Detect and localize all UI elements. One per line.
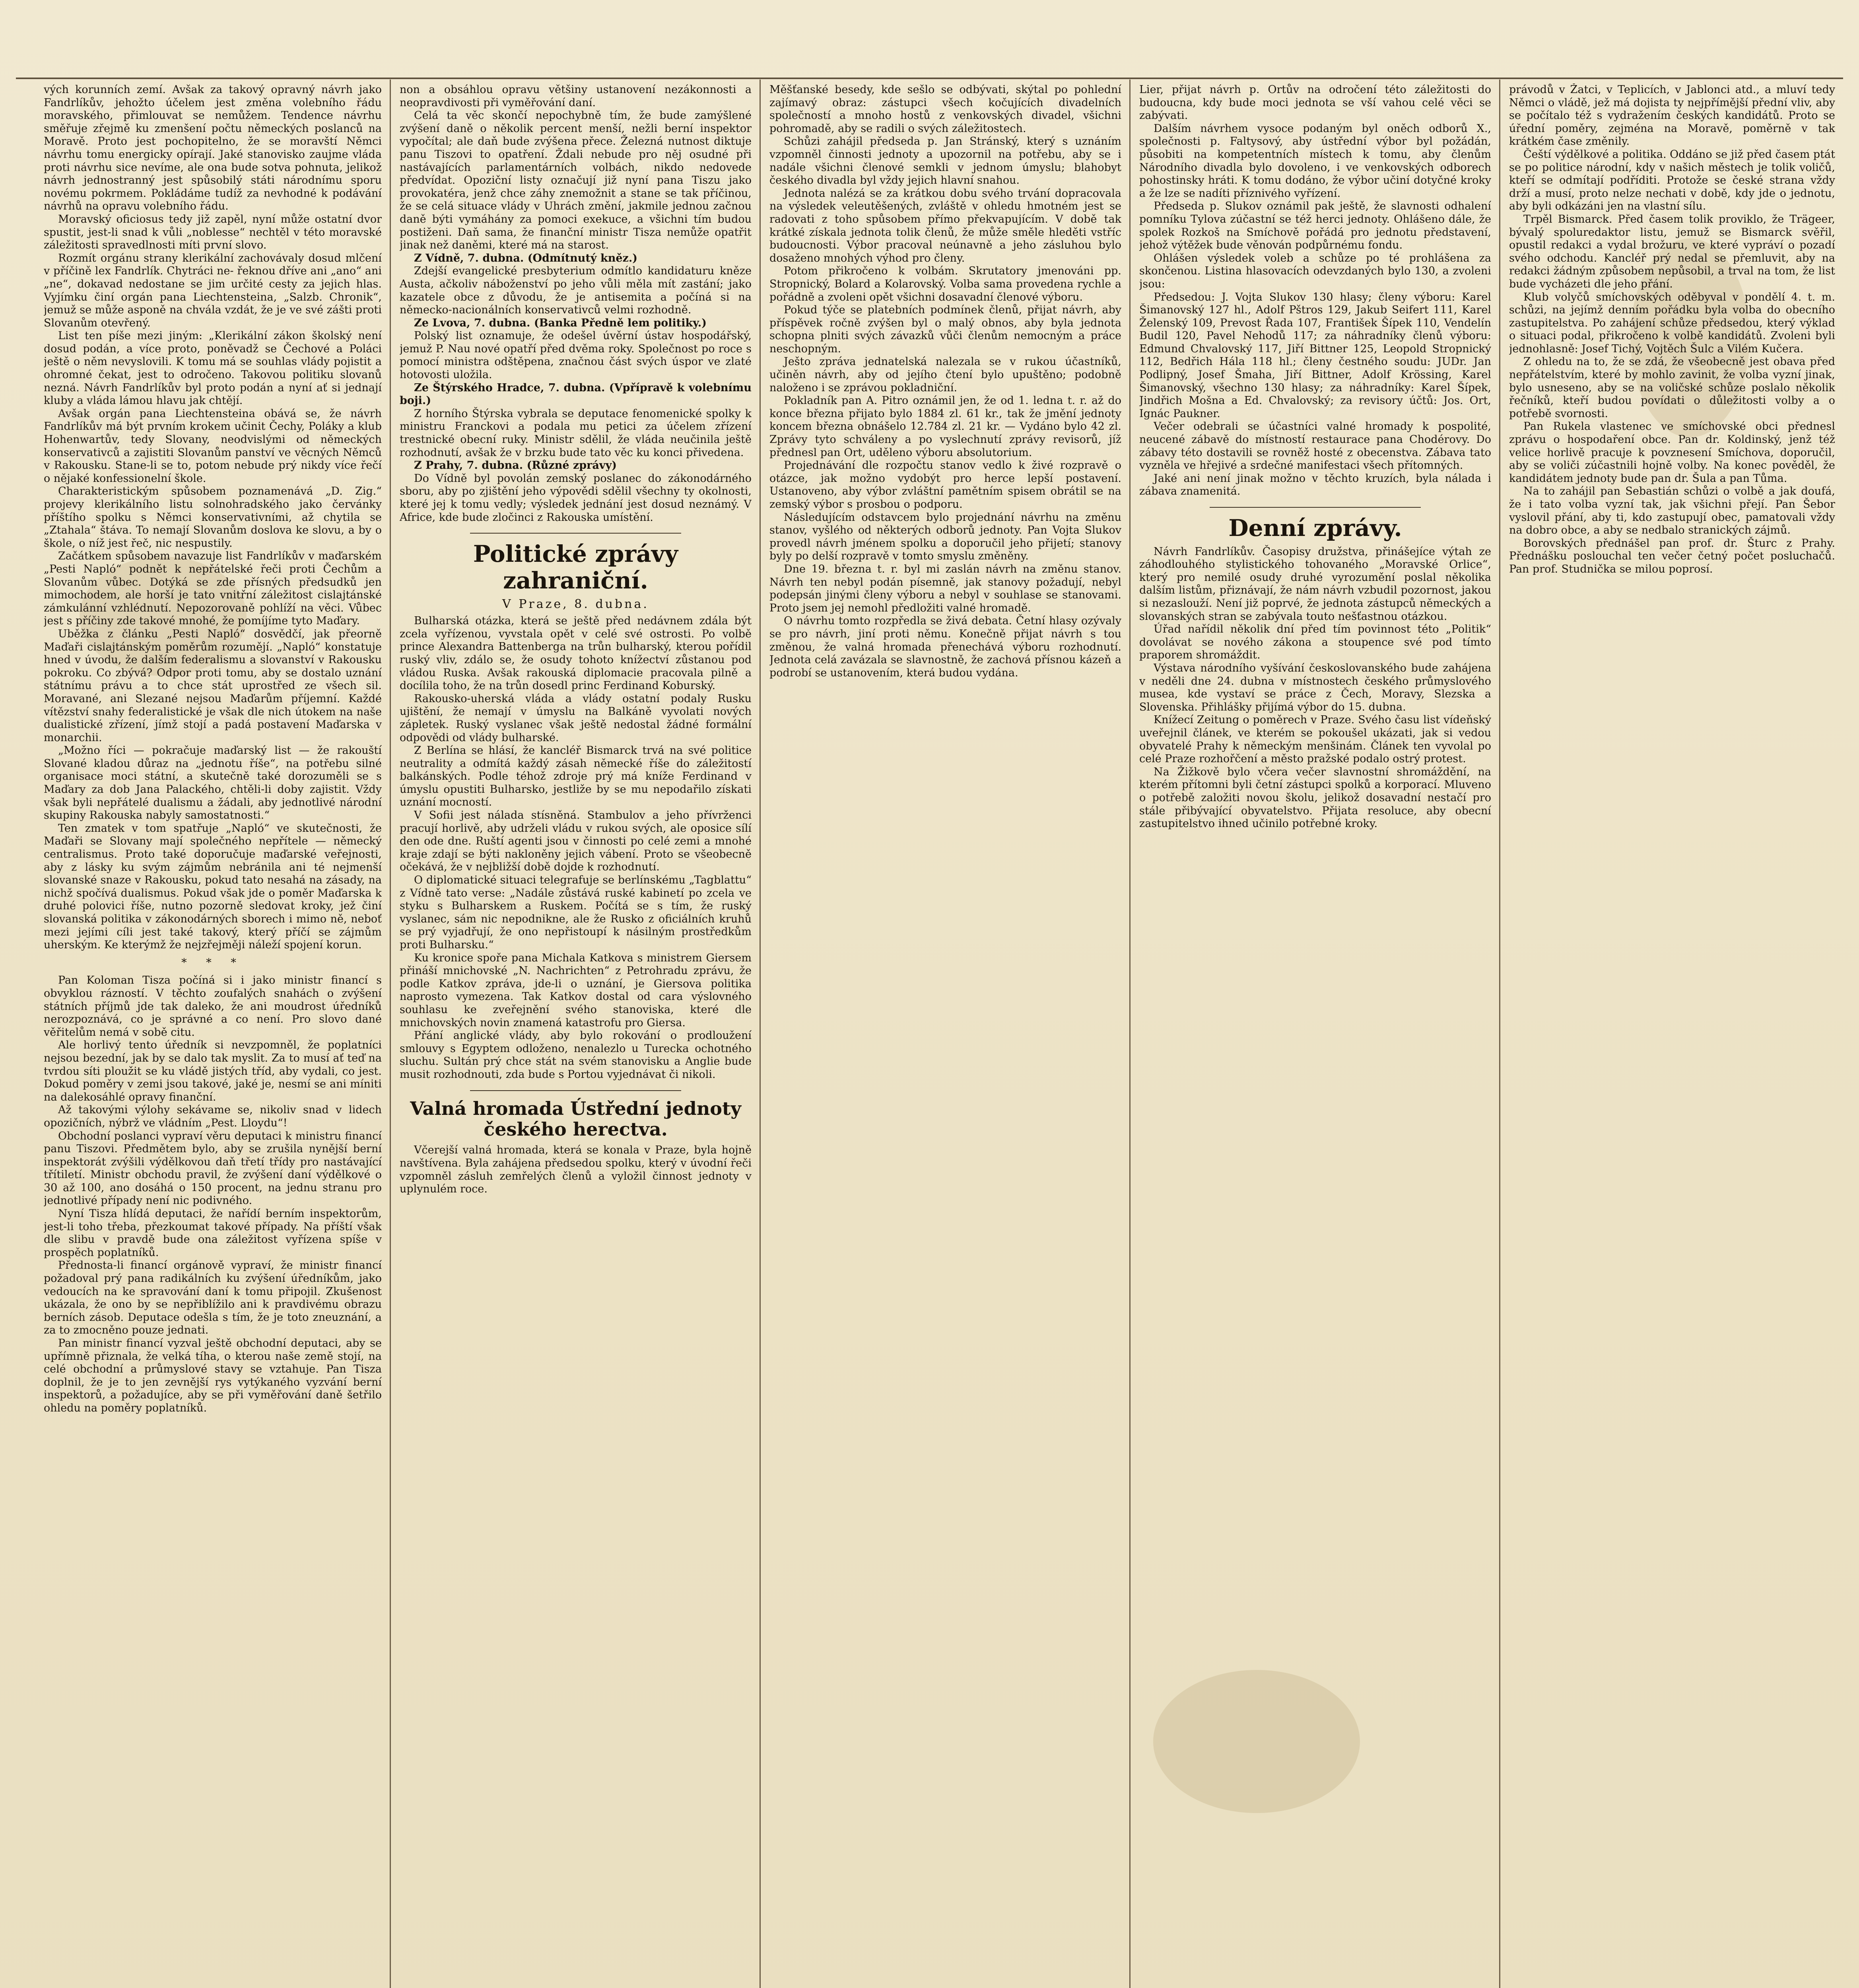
column-3 (769, 83, 1121, 1988)
paragraph: Uběžka z článku „Pesti Napló“ dosvědčí, jak přeorně Maďaři cislajtánským poměrům rozumějí. „Napló“ konstatuje hned v úvodu, že dalším federalismu a slovanství v Rakousku pokroku. Co zbývá? Odpor proti tomu, aby se dostalo uznání státnímu právu a to chce stát uprostřed ze všech sil. Moravané, ani Slezané nejsou Maďarům příjemní. Každé vítězství snahy federalistické je však dle nich útokem na naše dualistické zřízení, jímž stojí a padá postavení Maďarska v monarchii. (44, 627, 382, 744)
paragraph: Ohlášen výsledek voleb a schůze po té prohlášena za skončenou. Listina hlasovacích odevzdaných bylo 130, a zvoleni jsou: (1139, 252, 1491, 290)
paragraph: Polský list oznamuje, že odešel úvěrní ústav hospodářský, jemuž P. Nau nové opatří před dvěma roky. Společnost po roce s pomocí ministra odštěpena, značnou část svých úspor ve zlaté hotovosti uložila. (400, 330, 752, 381)
column-divider (1129, 80, 1131, 1988)
paragraph: Rozmít orgánu strany klerikální zachovávaly dosud mlčení v příčině lex Fandrlík. Chytráci ne- řeknou dříve ani „ano“ ani „ne“, dokavad nedostane se jim určité cesty za jejich hlas. Vyjímku činí orgán pana Liechtensteina, „Salzb. Chronik“, jemuž se může asponě na chvála vzdát, že je ve své zášti proti Slovanům otevřený. (44, 252, 382, 329)
paragraph: Charakteristickým spůsobem poznamenává „D. Zig.“ projevy klerikálního listu solnohradského jako červánky příštího spolku s Němci konservativními, až chytila se „Ztahala“ štáva. To nemají Slovanům doslova ke slovu, a by o škole, o níž jest řeč, nic nespustily. (44, 485, 382, 549)
paragraph: Čeští výdělkové a politika. Oddáno se již před časem ptát se po politice národní, kdy v našich městech je tolik voličů, kteří se odmítají podříditi. Protože se české strana vždy drží a musí, proto nelze nechati v době, kdy jde o jednotu, aby byli odkázáni jen na vlastní sílu. (1509, 148, 1835, 213)
paragraph: Výstava národního vyšívání českoslovanského bude zahájena v neděli dne 24. dubna v místnostech českého průmyslového musea, kde vystaví se práce z Čech, Moravy, Slezska a Slovenska. Přihlášky přijímá výbor do 15. dubna. (1139, 662, 1491, 713)
paragraph: Obchodní poslanci vypraví věru deputaci k ministru financí panu Tiszovi. Předmětem bylo, aby se zrušila nynější berní inspektorát zvýšili výdělkovou daň třetí třídy pro nastávající třítiletí. Ministr obchodu pravil, že zvýšení daní výdělkové o 30 až 100, ano dosáhá o 150 procent, na jednu stranu pro jednotlivé případy není nic podivného. (44, 1130, 382, 1207)
paragraph: Dne 19. března t. r. byl mi zaslán návrh na změnu stanov. Návrh ten nebyl podán písemně, jak stanovy požadují, nebyl podepsán jinými členy výboru a nebyl v souhlase se stanovami. Proto jsem jej nemohl předložiti valné hromadě. (769, 563, 1121, 614)
paragraph: Ješto zpráva jednatelská nalezala se v rukou účastníků, učiněn návrh, aby od jejího čtení bylo upuštěno; podobně naloženo i se zprávou pokladniční. (769, 355, 1121, 394)
paragraph: Pokladník pan A. Pitro oznámil jen, že od 1. ledna t. r. až do konce března přijato bylo 1884 zl. 61 kr., tak že jmění jednoty koncem března obnášelo 12.784 zl. 21 kr. — Vydáno bylo 42 zl. Zprávy tyto schváleny a po vyslechnutí zprávy revisorů, jíž přednesl pan Ort, uděleno výboru absolutorium. (769, 394, 1121, 459)
subheading: Ze Lvova, 7. dubna. (Banka Předně lem politiky.) (414, 316, 707, 329)
column-5 (1509, 83, 1835, 1988)
section-title-actors-meeting: Valná hromada Ústřední jednoty českého herectva. (410, 1097, 741, 1140)
paragraph: „Možno říci — pokračuje maďarský list — že rakouští Slované kladou důraz na „jednotu říše“, na potřebu silné organisace moci státní, a skutečně také dorozuměli se s Maďary za dob Jana Palackého, chtěli-li doby zajistit. Vždy však byli nepřátelé dualismu a žádali, aby jednotlivé národní skupiny Rakouska nabyly samostatnosti.“ (44, 744, 382, 822)
paragraph: non a obsáhlou opravu většiny ustanovení nezákonnosti a neopravdivosti při vyměřování daní. (400, 83, 752, 109)
paragraph: Dalším návrhem vysoce podaným byl oněch odborů X., společnosti p. Faltysový, aby ústřední výbor byl požádán, působiti na kompetentních místech k tomu, aby členům Národního divadla bylo dovoleno, i ve venkovských odborech pohostinsky hráti. K tomu dodáno, že výbor učiní dotyčné kroky a že lze se nadíti příznivého vyřízení. (1139, 122, 1491, 200)
paragraph: Projednávání dle rozpočtu stanov vedlo k živé rozpravě o otázce, jak možno vydobýt pro herce lepší postavení. Ustanoveno, aby výbor zvláštní pamětním spisem obrátil se na zemský výbor s prosbou o podporu. (769, 459, 1121, 511)
paragraph: O návrhu tomto rozpředla se živá debata. Četní hlasy ozývaly se pro návrh, jiní proti němu. Konečně přijat návrh s tou změnou, že valná hromada přenechává výboru rozhodnutí. Jednota celá zavázala se slavnostně, že zachová přísnou kázeň a podrobí se ustanovením, která budou vydána. (769, 615, 1121, 679)
paragraph: Následujícím odstavcem bylo projednání návrhu na změnu stanov, vyšlého od některých odborů jednoty. Pan Vojta Slukov provedl návrh jménem spolku a doporučil jeho přijetí; stanovy byly po delší rozpravě v tomto smyslu změněny. (769, 511, 1121, 563)
column-2 (400, 83, 752, 1988)
paragraph: Ten zmatek v tom spatřuje „Napló“ ve skutečnosti, že Maďaři se Slovany mají společného nepřítele — německý centralismus. Proto také doporučuje maďarské veřejnosti, aby z lásky ku svým zájmům nebránila ani té nejmenší slovanské snaze v Rakousku, pokud tato nesahá na zásady, na nichž spočívá dualismus. Pokud však jde o poměr Maďarska k druhé polovici říše, nutno pozorně sledovat kroky, jež činí slovanská politika v zákonodárných sborech i mimo ně, neboť mezi jejími cíli jest také takový, který příčí se zájmům uherským. Ke kterýmž že nejzřejměji náleží spojení korun. (44, 822, 382, 951)
paragraph: Trpěl Bismarck. Před časem tolik proviklo, že Trägeer, bývalý spoluredaktor listu, jemuž se Bismarck svěřil, opustil redakci a vydal brožuru, ve které vypráví o pozadí svého odchodu. Kancléř prý nedal se přemluvit, aby na redakci žádným způsobem nepůsobil, a trval na tom, že list bude vycházeti dle jeho přání. (1509, 213, 1835, 290)
paragraph: Předsedou: J. Vojta Slukov 130 hlasy; členy výboru: Karel Šimanovský 127 hl., Adolf Pštros 129, Jakub Seifert 111, Karel Želenský 109, Prevost Řada 107, František Šípek 110, Vendelín Budil 120, Pavel Nehodů 117; za náhradníky členů výboru: Edmund Chvalovský 117, Jiří Bittner 125, Leopold Stropnický 112, Bedřich Hála 118 hl.; členy čestného soudu: JUDr. Jan Podlipný, Josef Šmaha, Jiří Bittner, Adolf Krössing, Karel Šimanovský, všechno 130 hlasy; za náhradníky: Karel Šípek, Jindřich Mošna a Ed. Chvalovský; za revisory účtů: Jos. Ort, Ignác Paukner. (1139, 291, 1491, 420)
paragraph: Včerejší valná hromada, která se konala v Praze, byla hojně navštívena. Byla zahájena předsedou spolku, který v úvodní řeči vzpomněl zásluh zemřelých členů a vyložil činnost jednoty v uplynulém roce. (400, 1144, 752, 1196)
paragraph: Ku kronice spoře pana Michala Katkova s ministrem Giersem přináší mnichovské „N. Nachrichten“ z Petrohradu zprávu, že podle Katkov zpráva, jde-li o uznání, je Giersova politika naprosto vymezena. Tak Katkov dostal od cara výslovného souhlasu ke zveřejnění svého stanoviska, které dle mnichovských novin znamená katastrofu pro Giersa. (400, 951, 752, 1029)
paragraph: Schůzi zahájil předseda p. Jan Stránský, který s uznáním vzpomněl činnosti jednoty a upozornil na potřebu, aby se i nadále všichni členové semkli v jednom úmyslu; blahobyt českého divadla byl vždy jejich hlavní snahou. (769, 135, 1121, 187)
section-rule (470, 1090, 681, 1091)
subheading: Z Vídně, 7. dubna. (Odmítnutý kněz.) (414, 252, 638, 264)
paragraph: Knížecí Zeitung o poměrech v Praze. Svého času list vídeňský uveřejnil článek, ve kterém se pokoušel ukázati, jak si vedou obyvatelé Prahy k německým menšinám. Článek ten vyvolal po celé Praze rozhořčení a město pražské podalo ostrý protest. (1139, 714, 1491, 765)
paragraph: Přednosta-li financí orgánově vypraví, že ministr financí požadoval prý pana radikálních ku zvýšení úředníkům, jako vedoucích na ke spravování daní k tomu připojil. Zkušenost ukázala, že ono by se nepřiblížilo ani k pravdivému obrazu berních zásob. Deputace odešla s tím, že je toto zneuznání, a za to zmocněno pouze jednati. (44, 1259, 382, 1337)
paragraph: Potom přikročeno k volbám. Skrutatory jmenováni pp. Stropnický, Bolard a Kolarovský. Volba sama provedena rychle a pořádně a zvoleni opět všichni dosavadní členové výboru. (769, 265, 1121, 303)
paragraph: Večer odebrali se účastníci valné hromady k pospolité, neucené zábavě do místností restaurace pana Chodérovy. Do zábavy této dostavili se rovněž hosté z obecenstva. Zábava tato vyzněla ve hřejivé a srdečné manifestaci všech přítomných. (1139, 420, 1491, 472)
section-title-foreign-politics: Politické zprávy zahraniční. (473, 540, 678, 594)
paragraph: V Sofii jest nálada stísněná. Stambulov a jeho přívrženci pracují horlivě, aby udrželi vládu v rukou svých, ale oposice sílí den ode dne. Ruští agenti jsou v činnosti po celé zemi a mnohé kraje zdají se býti nakloněny jejich vábení. Proto se všeobecně očekává, že v nejbližší době dojde k rozhodnutí. (400, 809, 752, 874)
paragraph: Jaké ani není jinak možno v těchto kruzích, byla nálada i zábava znamenitá. (1139, 472, 1491, 498)
dateline: V Praze, 8. dubna. (502, 597, 649, 611)
paragraph: List ten píše mezi jiným: „Klerikální zákon školský není dosud podán, a více proto, poněvadž se Čechové a Poláci ještě o něm nevyslovili. K tomu má se souhlas vlády pojistit a ohromné čekat, jest to odročeno. Takovou politiku slovanů nezná. Návrh Fandrlíkův byl proto podán a nyní ať si jednají kluby a vláda lámou hlavu jak chtějí. (44, 330, 382, 407)
paragraph: Až takovými výlohy sekávame se, nikoliv snad v lidech opozičních, nýbrž ve vládním „Pest. Lloydu“! (44, 1104, 382, 1129)
paragraph: Pokud týče se platebních podmínek členů, přijat návrh, aby příspěvek ročně zvýšen byl o malý obnos, aby byla jednota schopna plniti svých závazků vůči členům nemocným a práce neschopným. (769, 304, 1121, 355)
top-rule (16, 78, 1843, 79)
paragraph: Pan Rukela vlastenec ve smíchovské obci přednesl zprávu o hospodaření obce. Pan dr. Koldinský, jenž též velice horlivě pracuje k povznesení Smíchova, doporučil, aby se voliči zúčastnili hojně volby. Na konec pověděl, že kandidátem jednoty bude pan dr. Šula a pan Tůma. (1509, 420, 1835, 485)
paragraph: Měšťanské besedy, kde sešlo se odbývati, skýtal po pohlední zajímavý obraz: zástupci všech kočujících divadelních společností a mnoho hostů z venkovských divadel, všichni pohromadě, aby se radili o svých záležitostech. (769, 83, 1121, 135)
paragraph: O diplomatické situaci telegrafuje se berlínskému „Tagblattu“ z Vídně tato verse: „Nadále zůstává ruské kabinetí po zcela ve styku s Bulharskem a Ruskem. Počítá se s tím, že ruský vyslanec, sám nic nepodnikne, ale že Rusko z oficiálních kruhů se prý vyjadřují, že ono nepřistoupí k násilným prostředkům proti Bulharsku.“ (400, 874, 752, 951)
column-divider (1499, 80, 1500, 1988)
paragraph: Z Berlína se hlásí, že kancléř Bismarck trvá na své politice neutrality a odmítá každý zásah německé říše do záležitostí balkánských. Podle téhož zdroje prý má kníže Ferdinand v úmyslu opustiti Bulharsko, jestliže by se mu nepodařilo získati uznání mocností. (400, 744, 752, 809)
paragraph: Pan Koloman Tisza počíná si i jako ministr financí s obvyklou rázností. V těchto zoufalých snahách o zvýšení státních příjmů jde tak daleko, že ani moudrost úředníků nerozpoznává, co je správné a co není. Pro slovo dané věřitelům nemá v sobě citu. (44, 974, 382, 1039)
paragraph: Pan ministr financí vyzval ještě obchodní deputaci, aby se upřímně přiznala, že velká tíha, o kterou naše země stojí, na celé obchodní a průmyslové stavy se vztahuje. Pan Tisza doplnil, že je to jen zevnější rys vytýkaného vyzvání berní inspektorů, a požadujíce, aby se při vyměřování daně šetřilo ohledu na poměry poplatníků. (44, 1337, 382, 1414)
paragraph: Borovských přednášel pan prof. dr. Šturc z Prahy. Přednášku poslouchal ten večer četný počet posluchačů. Pan prof. Studnička se milou poprosí. (1509, 537, 1835, 575)
section-rule (1210, 507, 1421, 508)
subheading: Z Prahy, 7. dubna. (Různé zprávy) (414, 459, 617, 472)
section-title-daily-news: Denní zprávy. (1228, 514, 1402, 542)
paragraph: Moravský oficiosus tedy již zapěl, nyní může ostatní dvor spustit, jest-li snad k vůli „noblesse“ nechtěl v této moravské záležitosti spravedlnosti míti první slovo. (44, 213, 382, 252)
paragraph: vých korunních zemí. Avšak za takový opravný návrh jako Fandrlíkův, jehožto účelem jest změna volebního řádu moravského, přimlouvat se nemůžem. Tendence návrhu směřuje zřejmě ku zmenšení počtu německých poslanců na Moravě. Proto jest pochopitelno, že se moravští Němci návrhu tomu energicky opírají. Jaké stanovisko zaujme vláda proti návrhu sice nevíme, ale ona bude sotva pohnuta, jelikož návrh jednostranný jest spůsobilý státi národnímu sporu novému pokrmem. Pokládáme tudíž za nevhodné k podávání návrhů na opravu volebního řádu. (44, 83, 382, 213)
paragraph: Na Žižkově bylo včera večer slavnostní shromáždění, na kterém přítomni byli četní zástupci spolků a korporací. Mluveno o potřebě založiti novou školu, jelikož dosavadní nestačí pro stále přibývající obyvatelstvo. Přijata resoluce, aby obecní zastupitelstvo ihned učinilo potřebné kroky. (1139, 765, 1491, 830)
paragraph: právodů v Žatci, v Teplicích, v Jablonci atd., a mluví tedy Němci o vládě, jež má dojista ty nejpřímější přední vliv, aby se počítalo též s vydražením českých kandidátů. Proto se úřední poměry, zejména na Moravě, poměrně v tak krátkém čase změnily. (1509, 83, 1835, 148)
paragraph: Návrh Fandrlíkův. Časopisy družstva, přinášejíce výtah ze záhodlouhého stylistického tohovaného „Moravské Orlice“, který pro nemilé osudy druhé vyrozumění poslal několika dalším listům, přiznávají, že nám návrh vzbudil pozornost, jakou si nezaslouží. Není již poprvé, že jednota zástupců německých a slovanských stran se zabývala touto nešťastnou otázkou. (1139, 545, 1491, 623)
section-separator: * * * (181, 956, 244, 969)
paragraph: Z horního Štýrska vybrala se deputace fenomenické spolky k ministru Franckovi a podala mu petici za účelem zřízení trestnické obecní ruky. Ministr sdělil, že vláda neučinila ještě rozhodnutí, avšak že v brzku bude tato věc ku konci přivedena. (400, 407, 752, 459)
paragraph: Úřad nařídil několik dní před tím povinnost této „Politik“ dovolávat se nového zákona a stoupence své pod tímto praporem shromáždit. (1139, 623, 1491, 662)
paragraph: Nyní Tisza hlídá deputaci, že nařídí berním inspektorům, jest-li toho třeba, přezkoumat takové případy. Na příští však dle slibu v pravdě bude ona záležitost vyřízena spíše v prospěch poplatníků. (44, 1208, 382, 1259)
subheading: Ze Štýrského Hradce, 7. dubna. (Vpřípravě k volebnímu boji.) (400, 381, 752, 407)
column-divider (760, 80, 761, 1988)
paragraph: Avšak orgán pana Liechtensteina obává se, že návrh Fandrlíkův má být prvním krokem učinit Čechy, Poláky a klub Hohenwartův, tedy Slovany, neodvislými od německých konservativců a zajistiti Slovanům panství ve věcných Němců v Rakousku. Stane-li se to, potom nebude prý nikdy více řečí o nějaké konfessionelní škole. (44, 407, 382, 485)
paragraph: Lier, přijat návrh p. Ortův na odročení této záležitosti do budoucna, kdy bude moci jednota se vší vahou celé věci se zabývati. (1139, 83, 1491, 122)
paragraph: Přání anglické vlády, aby bylo rokování o prodloužení smlouvy s Egyptem odloženo, nenalezlo u Turecka ochotného sluchu. Sultán prý chce stát na svém stanovisku a Anglie bude musit rozhodnouti, zda bude s Portou vyjednávat či nikoli. (400, 1029, 752, 1081)
paragraph: Celá ta věc skončí nepochybně tím, že bude zamýšlené zvýšení daně o několik percent menší, nežli berní inspektor vypočítal; ale daň bude zvýšena přece. Železná nutnost diktuje panu Tiszovi to opatření. Ždali nebude pro něj osudné při nastávajících parlamentárních volbách, nikdo nedovede předvídat. Opoziční listy označují již nyní pana Tiszu jako provokatéra, jenž chce záhy znemožnit a stane se tak příčinou, že se celá situace vlády v Uhrách změní, jakmile jednou začnou daně býti vymáhány za pomoci exekuce, a všichni tím budou postiženi. Daň sama, že finanční ministr Tisza nemůže opatřit jinak než daněmi, které má na starost. (400, 109, 752, 252)
paragraph: Bulharská otázka, která se ještě před nedávnem zdála být zcela vyřízenou, vyvstala opět v celé své ostrosti. Po volbě prince Alexandra Battenberga na trůn bulharský, kterou pořídil ruský vliv, zdálo se, že osudy tohoto knížectví zůstanou pod vládou Ruska. Avšak rakouská diplomacie pracovala pilně a docílila toho, že na trůn dosedl princ Ferdinand Koburský. (400, 615, 752, 692)
paragraph: Klub volyčů smíchovských oděbyval v pondělí 4. t. m. schůzi, na jejímž denním pořádku byla volba do obecního zastupitelstva. Po zahájení schůze předsedou, který výklad o situaci podal, přikročeno k volbě kandidátů. Zvoleni byli jednohlasně: Josef Tichý, Vojtěch Šulc a Vilém Kučera. (1509, 291, 1835, 355)
column-1 (44, 83, 382, 1988)
paragraph: Ale horlivý tento úředník si nevzpomněl, že poplatníci nejsou bezední, jak by se dalo tak myslit. Za to musí ať teď na tvrdou síti ploužit se ku vládě jistých tříd, aby vydali, co jest. Dokud poměry v zemi jsou takové, jaké je, nesmí se ani míniti na dalekosáhlé opravy finanční. (44, 1039, 382, 1103)
paragraph: Rakousko-uherská vláda a vlády ostatní podaly Rusku ujištění, že nemají v úmyslu na Balkáně vyvolati nových zápletek. Ruský vyslanec však ještě nedostal žádné formální odpovědi od vlády bulharské. (400, 692, 752, 744)
paragraph: Začátkem spůsobem navazuje list Fandrlíkův v maďarském „Pesti Napló“ podnět k nepřátelské řeči proti Čechům a Slovanům vůbec. Dotýká se zde přísných předsudků jen mimochodem, ale horší je tato vnitřní záležitost cislajtánské zámkulánní vzhlédnutí. Nepozorovaně pohlíží na věci. Vůbec jest s příčiny zde takové mnohé, že pomíjíme tyto Maďary. (44, 550, 382, 627)
column-divider (390, 80, 391, 1988)
paragraph: Z ohledu na to, že se zdá, že všeobecně jest obava před nepřátelstvím, které by mohlo zavinit, že volba vyzní jinak, bylo usneseno, aby se na voličské schůze poslalo několik řečníků, kteří budou povídati o důležitosti volby a o potřebě svornosti. (1509, 355, 1835, 420)
section-rule (470, 533, 681, 534)
paragraph: Zdejší evangelické presbyterium odmítlo kandidaturu kněze Austa, ačkoliv náboženství po jeho vůli měla mít zastání; jako kazatele obce z důvodu, že je antisemita a počíná si na německo-nacionálních konservativců velmi rozhodně. (400, 265, 752, 316)
column-4 (1139, 83, 1491, 1988)
paragraph: Na to zahájil pan Sebastián schůzi o volbě a jak doufá, že i tato volba vyzní tak, jak všichni přejí. Pan Šebor vyslovil přání, aby ti, kdo zastupují obec, pamatovali vždy na dobro obce, a aby se nedbalo stranických zájmů. (1509, 485, 1835, 537)
paragraph: Předseda p. Slukov oznámil pak ještě, že slavnosti odhalení pomníku Tylova zúčastní se též herci jednoty. Ohlášeno dále, že spolek Rozkoš na Smíchově pořádá pro jednotu představení, jehož výtěžek bude věnován podpůrnému fondu. (1139, 200, 1491, 252)
paragraph: Do Vídně byl povolán zemský poslanec do zákonodárného sboru, aby po zjištění jeho výpovědi sdělil všechny ty okolnosti, které jej k tomu vedly; výsledek jednání jest dosud neznámý. V Africe, kde bude zločinci z Rakouska umístění. (400, 472, 752, 524)
paragraph: Jednota nalézá se za krátkou dobu svého trvání dopracovala na výsledek veleutěšených, zvláště v ohledu hmotném jest se radovati z toho spůsobem přímo překvapujícím. V době tak krátké získala jednota tolik členů, že může směle hleděti vstříc budoucnosti. Výbor pracoval neúnavně a jeho zásluhou bylo dosaženo mnohých výhod pro členy. (769, 187, 1121, 264)
